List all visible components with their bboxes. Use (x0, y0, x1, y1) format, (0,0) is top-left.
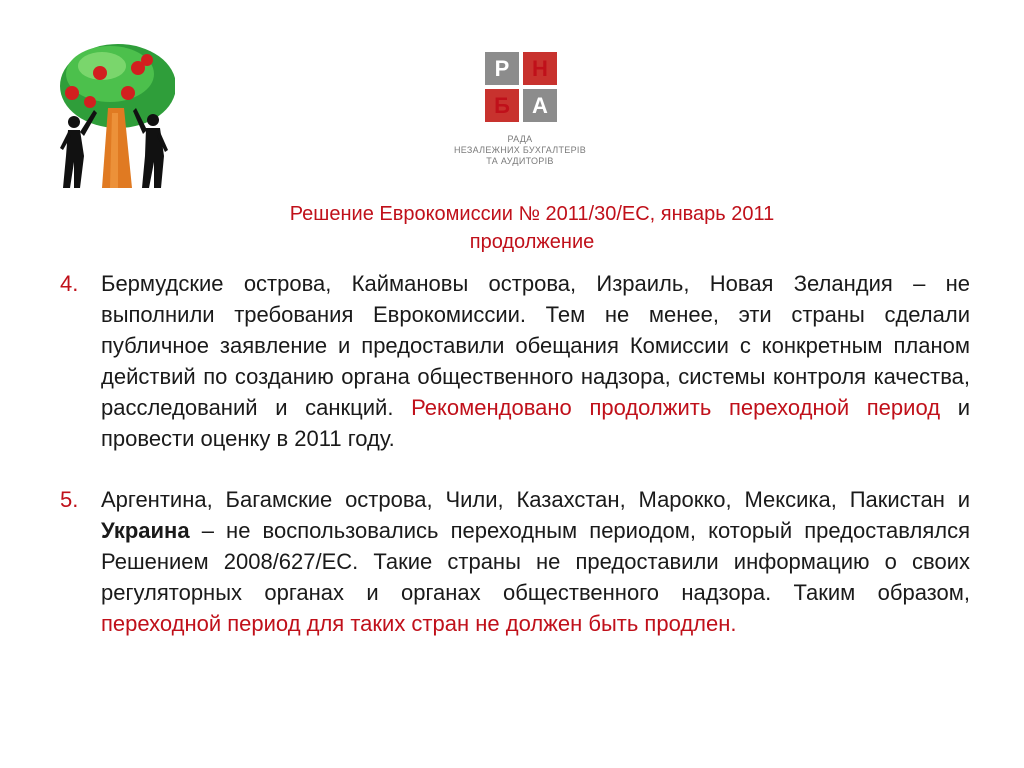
list-item (60, 268, 970, 454)
logo-letter: Н (523, 52, 557, 85)
logo-caption-line: НЕЗАЛЕЖНИХ БУХГАЛТЕРІВ (453, 145, 587, 155)
list-item-number: 5. (60, 487, 79, 512)
logo-mark (485, 52, 557, 122)
list-item-number: 4. (60, 271, 79, 296)
item-text-highlight: Рекомендовано продолжить переходной период (411, 395, 941, 420)
numbered-list (60, 268, 970, 669)
logo-letter: Р (485, 52, 519, 85)
item-text-part: и провести оценку в 2011 году. (101, 395, 970, 451)
logo-caption-line: РАДА (507, 134, 533, 144)
item-text-part: Аргентина, Багамские острова, Чили, Казахстан, Марокко, Мексика, Пакистан и (101, 487, 970, 512)
slide-title (180, 200, 884, 256)
item-text-highlight: переходной период для таких стран не должен быть продлен. (101, 611, 737, 636)
logo (440, 52, 600, 172)
logo-caption (440, 134, 600, 167)
list-item-text (101, 484, 970, 639)
title-line-1: Решение Еврокомиссии № 2011/30/ЕС, январь 2011 (289, 203, 775, 225)
apple-tree-people-icon (50, 38, 175, 198)
title-line-2: продолжение (469, 231, 595, 253)
logo-letter: А (523, 89, 557, 122)
item-text-bold: Украина (101, 518, 190, 543)
item-text-part: Бермудские острова, Каймановы острова, Израиль, Новая Зеландия – не выполнили требования Еврокомиссии. Тем не менее, эти страны сделали публичное заявление и предоставили обещания Комиссии с конкретным планом действий по созданию органа общественного надзора, системы контроля качества, расследований и санкций. (101, 271, 970, 420)
list-item (60, 484, 970, 639)
logo-caption-line: ТА АУДИТОРІВ (486, 156, 554, 166)
item-text-part: – не воспользовались переходным периодом, который предоставлялся Решением 2008/627/ЕС. Такие страны не предоставили информацию о своих регуляторных органах и органах общественного надзора. Таким образом, (101, 518, 970, 605)
logo-letter: Б (485, 89, 519, 122)
list-item-text (101, 268, 970, 454)
